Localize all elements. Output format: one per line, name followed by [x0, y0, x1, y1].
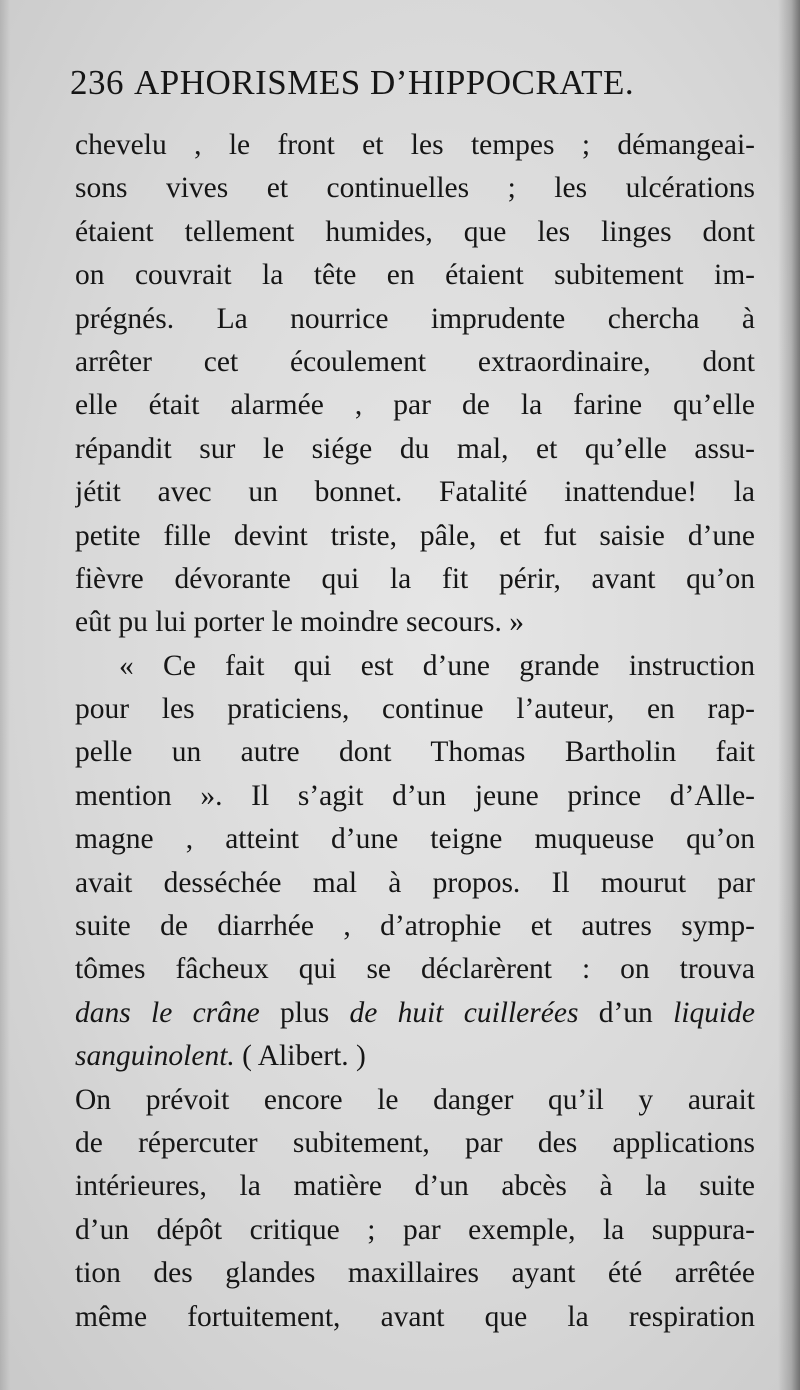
italic-phrase: de huit cuillerées [349, 996, 579, 1029]
paragraph-start-line: On prévoit encore le danger qu’il y aurait [75, 1083, 755, 1116]
text-line: répandit sur le siége du mal, et qu’elle assu- [75, 432, 755, 465]
running-title: APHORISMES D’HIPPOCRATE. [134, 63, 635, 102]
text-line: fièvre dévorante qui la fit périr, avant qu’on [75, 562, 755, 595]
text-line: pour les praticiens, continue l’auteur, en rap- [75, 693, 755, 726]
text-line: d’un dépôt critique ; par exemple, la suppura- [75, 1213, 755, 1246]
text-line: elle était alarmée , par de la farine qu’elle [75, 389, 755, 422]
italic-phrase: liquide [673, 996, 755, 1029]
citation: ( Alibert. ) [234, 1040, 366, 1073]
text-line: prégnés. La nourrice imprudente chercha à [75, 302, 755, 335]
italic-phrase: dans le crâne [75, 996, 260, 1029]
text-line: étaient tellement humides, que les linges dont [75, 215, 755, 248]
text-line: petite fille devint triste, pâle, et fut saisie d’une [75, 519, 755, 552]
roman-phrase: d’un [578, 996, 674, 1029]
text-line: même fortuitement, avant que la respiration [75, 1300, 755, 1333]
text-line: tion des glandes maxillaires ayant été arrêtée [75, 1257, 755, 1290]
text-line: on couvrait la tête en étaient subitement im- [75, 259, 755, 292]
text-line: intérieures, la matière d’un abcès à la suite [75, 1170, 755, 1203]
text-line: arrêter cet écoulement extraordinaire, dont [75, 345, 755, 378]
paragraph-end-line: eût pu lui porter le moindre secours. » [75, 606, 524, 639]
page-edge-shadow-right [778, 0, 800, 1390]
page-number: 236 [70, 63, 124, 102]
text-line: chevelu , le front et les tempes ; démangeai- [75, 129, 755, 161]
text-line: tômes fâcheux qui se déclarèrent : on trouva [75, 953, 755, 986]
page-edge-shadow-left [0, 0, 10, 1390]
body-text [75, 124, 755, 1339]
text-line: suite de diarrhée , d’atrophie et autres symp- [75, 910, 755, 943]
text-line-with-italics [75, 992, 755, 1035]
running-header [70, 62, 750, 104]
paragraph-end-line-with-italics [75, 1035, 755, 1078]
text-line: magne , atteint d’une teigne muqueuse qu’on [75, 823, 755, 856]
roman-phrase: plus [259, 996, 350, 1029]
text-line: pelle un autre dont Thomas Bartholin fait [75, 736, 755, 769]
paragraph-start-line: « Ce fait qui est d’une grande instruction [119, 649, 755, 682]
italic-phrase: sanguinolent. [75, 1040, 235, 1073]
text-line: avait desséchée mal à propos. Il mourut par [75, 866, 755, 899]
text-line: sons vives et continuelles ; les ulcérations [75, 172, 755, 205]
text-line: jétit avec un bonnet. Fatalité inattendue! la [75, 476, 755, 509]
text-line: mention ». Il s’agit d’un jeune prince d’Alle- [75, 779, 755, 812]
text-line: de répercuter subitement, par des applications [75, 1126, 755, 1159]
